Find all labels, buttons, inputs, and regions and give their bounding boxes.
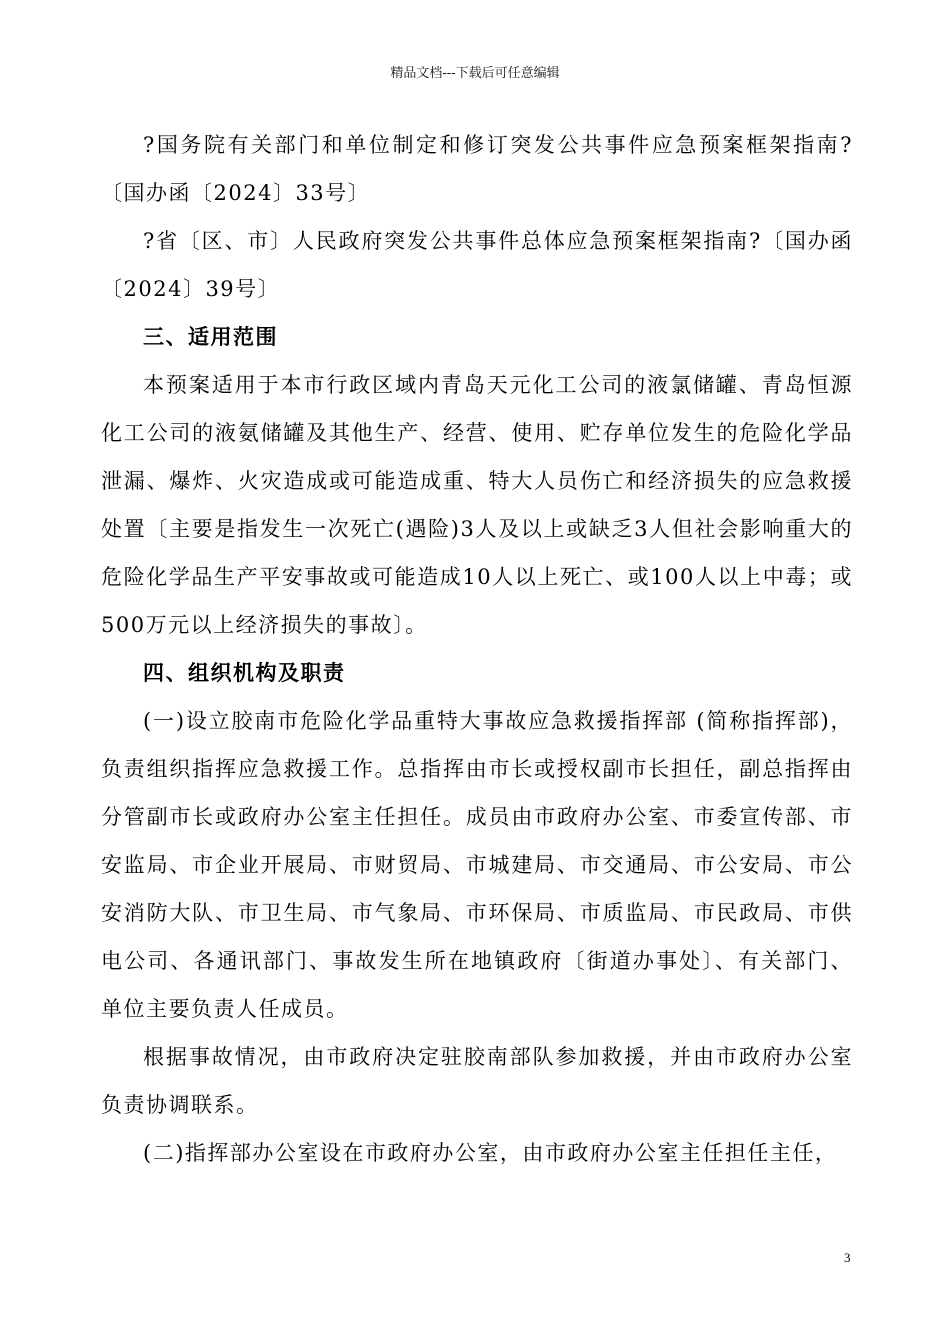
section-heading-scope: 三、适用范围 <box>143 325 278 349</box>
paragraph-scope: 本预案适用于本市行政区域内青岛天元化工公司的液氯储罐、青岛恒源化工公司的液氨储罐及其他生产、经营、使用、贮存单位发生的危险化学品泄漏、爆炸、火灾造成或可能造成重、特大人员伤亡和经济损失的应急救援处置〔主要是指发生一次死亡(遇险)3人及以上或缺乏3人但社会影响重大的危险化学品生产平安事故或可能造成10人以上死亡、或100人以上中毒；或500万元以上经济损失的事故〕。 <box>101 373 853 637</box>
paragraph-command-office: (二)指挥部办公室设在市政府办公室，由市政府办公室主任担任主任， <box>143 1141 838 1165</box>
paragraph-command-center: (一)设立胶南市危险化学品重特大事故应急救援指挥部 (简称指挥部)，负责组织指挥应急救援工作。总指挥由市长或授权副市长担任，副总指挥由分管副市长或政府办公室主任担任。成员由市政府办公室、市委宣传部、市安监局、市企业开展局、市财贸局、市城建局、市交通局、市公安局、市公安消防大队、市卫生局、市气象局、市环保局、市质监局、市民政局、市供电公司、各通讯部门、事故发生所在地镇政府〔街道办事处〕、有关部门、单位主要负责人任成员。 <box>101 709 853 1021</box>
paragraph-guideline-provinces: ?省〔区、市〕人民政府突发公共事件总体应急预案框架指南?〔国办函〔2024〕39号〕 <box>101 229 853 301</box>
page-header: 精品文档---下载后可任意编辑 <box>390 66 560 81</box>
page-number: 3 <box>844 1250 851 1265</box>
section-heading-organization: 四、组织机构及职责 <box>143 661 346 685</box>
document-body <box>101 121 853 1177</box>
paragraph-guideline-departments: ?国务院有关部门和单位制定和修订突发公共事件应急预案框架指南?〔国办函〔2024〕33号〕 <box>101 133 853 205</box>
paragraph-military-support: 根据事故情况，由市政府决定驻胶南部队参加救援，并由市政府办公室负责协调联系。 <box>101 1045 853 1117</box>
